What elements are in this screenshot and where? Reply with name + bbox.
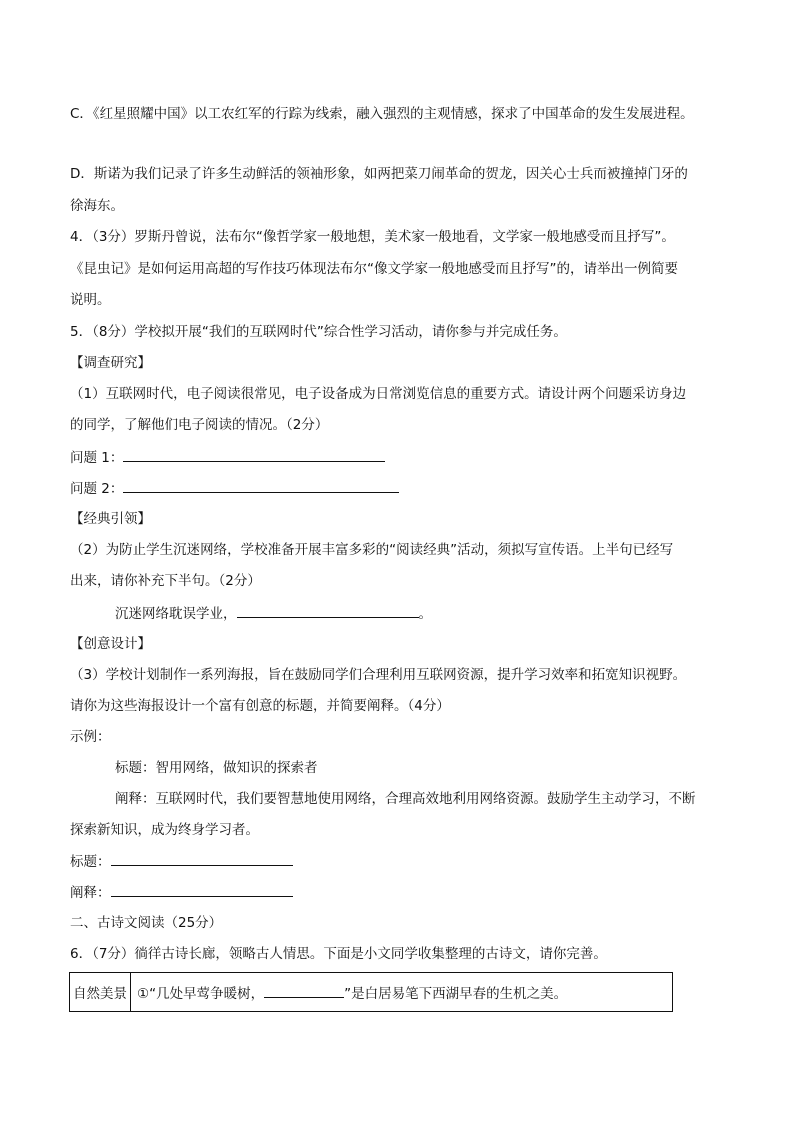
question-5-intro: 5．（8分）学校拟开展“我们的互联网时代”综合性学习活动，请你参与并完成任务。 xyxy=(70,324,567,340)
poem-suffix: ”是白居易笔下西湖早春的生机之美。 xyxy=(344,986,568,1002)
title-label: 标题： xyxy=(70,854,111,870)
section-research: 【调查研究】 xyxy=(70,355,151,371)
poem-prefix: ①“几处早莺争暖树， xyxy=(137,986,265,1002)
question-2-row xyxy=(70,478,399,499)
question-1-label: 问题 1： xyxy=(70,450,124,466)
part3-line2: 请你为这些海报设计一个富有创意的标题，并简要阐释。（4分） xyxy=(70,698,450,714)
question-4-line2: 《昆虫记》是如何运用高超的写作技巧体现法布尔“像文学家一般地感受而且抒写”的，请举出一例简要 xyxy=(70,261,678,277)
slogan-suffix: 。 xyxy=(418,606,432,622)
slogan-row xyxy=(115,603,432,624)
question-2-answer-blank[interactable] xyxy=(123,478,399,493)
section-classic: 【经典引领】 xyxy=(70,511,151,527)
question-1-answer-blank[interactable] xyxy=(123,447,385,462)
explanation-label: 阐释： xyxy=(70,885,111,901)
slogan-prefix: 沉迷网络耽误学业， xyxy=(115,606,237,622)
option-d-line2: 徐海东。 xyxy=(70,198,124,214)
section-creative: 【创意设计】 xyxy=(70,636,151,652)
title-answer-blank[interactable] xyxy=(111,851,293,866)
poetry-table xyxy=(69,972,673,1012)
category-cell: 自然美景 xyxy=(70,973,131,1012)
part2-line1: （2）为防止学生沉迷网络，学校准备开展丰富多彩的“阅读经典”活动，须拟写宣传语。上半句已经写 xyxy=(70,542,674,558)
option-c: C．《红星照耀中国》以工农红军的行踪为线索，融入强烈的主观情感，探求了中国革命的发生发展进程。 xyxy=(70,106,694,122)
question-6-intro: 6．（7分）徜徉古诗长廊，领略古人情思。下面是小文同学收集整理的古诗文，请你完善。 xyxy=(70,946,607,962)
part-2-heading: 二、古诗文阅读（25分） xyxy=(70,915,223,931)
part1-line2: 的同学，了解他们电子阅读的情况。（2分） xyxy=(70,417,329,433)
part1-line1: （1）互联网时代，电子阅读很常见，电子设备成为日常浏览信息的重要方式。请设计两个问题采访身边 xyxy=(70,386,687,402)
explanation-answer-blank[interactable] xyxy=(111,882,293,897)
example-label: 示例： xyxy=(70,729,111,745)
part2-line2: 出来，请你补充下半句。（2分） xyxy=(70,573,261,589)
question-4-line3: 说明。 xyxy=(70,292,111,308)
example-title: 标题：智用网络，做知识的探索者 xyxy=(115,760,318,776)
title-row xyxy=(70,851,293,872)
example-explanation-line1: 阐释：互联网时代，我们要智慧地使用网络，合理高效地利用网络资源。鼓励学生主动学习，不断 xyxy=(115,791,696,807)
question-2-label: 问题 2： xyxy=(70,481,124,497)
option-d-line1: D．斯诺为我们记录了许多生动鲜活的领袖形象，如两把菜刀闹革命的贺龙，因关心士兵而被撞掉门牙的 xyxy=(70,166,688,182)
question-4-line1: 4．（3分）罗斯丹曾说，法布尔“像哲学家一般地想，美术家一般地看，文学家一般地感受而且抒写”。 xyxy=(70,229,675,245)
example-explanation-line2: 探索新知识，成为终身学习者。 xyxy=(70,822,259,838)
table-row xyxy=(70,973,673,1012)
poem-answer-blank[interactable] xyxy=(264,983,344,998)
content-cell xyxy=(131,973,673,1012)
explanation-row xyxy=(70,882,293,903)
slogan-answer-blank[interactable] xyxy=(237,603,419,618)
part3-line1: （3）学校计划制作一系列海报，旨在鼓励同学们合理利用互联网资源，提升学习效率和拓宽知识视野。 xyxy=(70,667,687,683)
question-1-row xyxy=(70,447,385,468)
